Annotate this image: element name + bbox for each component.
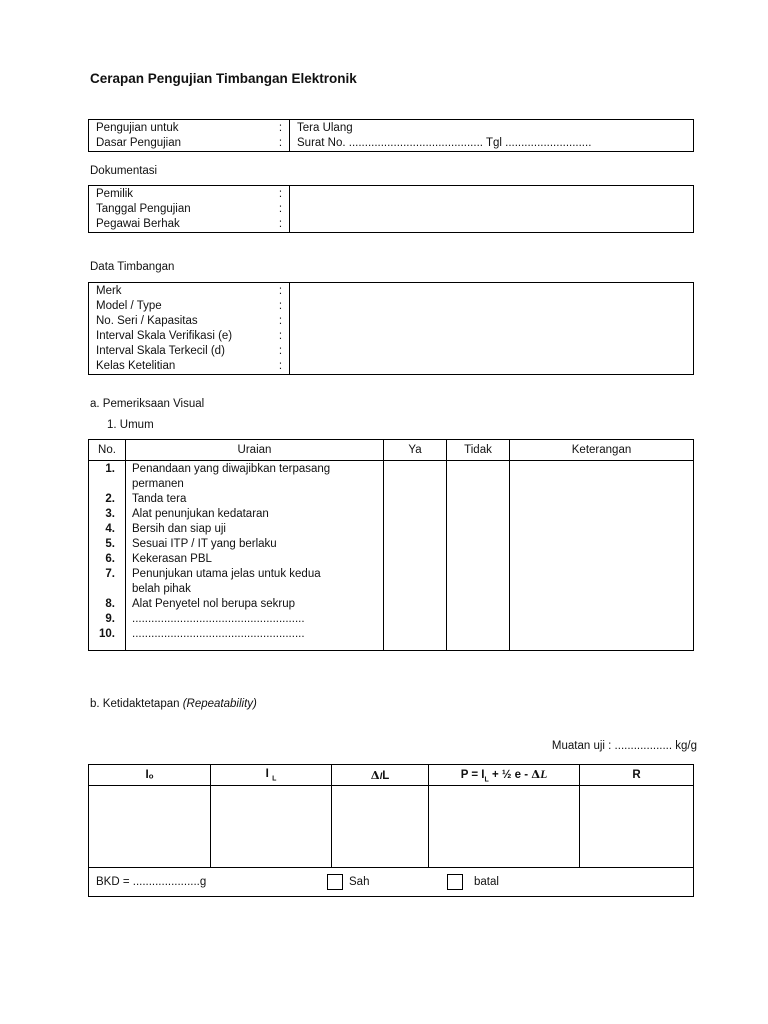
item-no [89,582,125,597]
ya-cell[interactable] [384,461,447,651]
col-ya: Ya [384,440,447,461]
dokumentasi-label-pemilik: Pemilik [96,188,134,200]
umum-subheading: 1. Umum [107,419,154,431]
dokumentasi-value-field[interactable] [290,186,694,233]
col-il-sub: L [272,775,277,783]
r-value-cell[interactable] [580,786,694,868]
p-delta: Δ [531,766,541,781]
col-uraian: Uraian [126,440,384,461]
p-value-cell[interactable] [429,786,580,868]
data-colon-2: : [278,300,283,312]
item-text: Tanda tera [132,493,187,505]
sah-label: Sah [349,876,370,888]
item-no: 2. [105,493,115,505]
col-keterangan: Keterangan [510,440,694,461]
item-text: ...................................................... [132,613,305,625]
item-no: 5. [105,538,115,550]
data-label-kelas: Kelas Ketelitian [96,360,176,372]
data-timbangan-value-field[interactable] [290,283,694,375]
col-tidak: Tidak [447,440,510,461]
item-no: 1. [105,463,115,475]
data-colon-3: : [278,315,283,327]
dokumentasi-colon-1: : [278,188,283,200]
col-il [211,765,332,786]
dokumentasi-colon-2: : [278,203,283,215]
bkd-label: BKD = .....................g [96,876,207,888]
data-colon-4: : [278,330,283,342]
col-io: Iₒ [89,765,211,786]
data-timbangan-heading: Data Timbangan [90,261,175,273]
item-no [89,477,125,492]
data-label-interval-terkecil: Interval Skala Terkecil (d) [96,345,225,357]
item-text: Penunjukan utama jelas untuk kedua [132,568,321,580]
header-box [88,119,694,152]
col-no: No. [89,440,126,461]
header-value-dasar: Surat No. .......................................... Tgl ........................... [297,137,592,149]
delta-i: I [379,771,383,781]
header-label-pengujian: Pengujian untuk [96,122,179,134]
item-text: Sesuai ITP / IT yang berlaku [132,538,277,550]
col-delta-l [332,765,429,786]
dokumentasi-heading: Dokumentasi [90,165,158,177]
item-no: 8. [105,598,115,610]
data-colon-6: : [278,360,283,372]
item-no: 6. [105,553,115,565]
item-text: Bersih dan siap uji [132,523,226,535]
dokumentasi-box [88,185,694,233]
item-no: 7. [105,568,115,580]
item-no: 10. [99,628,115,640]
item-text: Penandaan yang diwajibkan terpasang [132,463,331,475]
data-label-model: Model / Type [96,300,162,312]
io-value-cell[interactable] [89,786,211,868]
ketidaktetapan-heading [90,698,257,710]
data-timbangan-box [88,282,694,375]
uraian-cell [126,461,384,651]
p-sub: L [484,776,489,784]
data-colon-1: : [278,285,283,297]
delta-symbol: Δ [370,768,380,782]
pemeriksaan-heading: a. Pemeriksaan Visual [90,398,205,410]
tidak-cell[interactable] [447,461,510,651]
il-value-cell[interactable] [211,786,332,868]
ketidaktetapan-heading-text: b. Ketidaktetapan [90,698,183,710]
col-p [429,765,580,786]
batal-checkbox[interactable] [447,874,463,890]
pemeriksaan-table [88,439,694,651]
item-no: 9. [105,613,115,625]
dokumentasi-label-tanggal: Tanggal Pengujian [96,203,191,215]
item-text: permanen [132,478,184,490]
data-label-seri: No. Seri / Kapasitas [96,315,198,327]
item-text: Alat Penyetel nol berupa sekrup [132,598,296,610]
number-cell [89,461,126,651]
page-title: Cerapan Pengujian Timbangan Elektronik [90,71,357,86]
header-value-pengujian: Tera Ulang [297,122,353,134]
p-L: L [540,768,548,781]
keterangan-cell[interactable] [510,461,694,651]
item-text: Kekerasan PBL [132,553,212,565]
item-text: belah pihak [132,583,191,595]
item-text: ...................................................... [132,628,305,640]
p-rest: + ½ e - [488,768,532,781]
p-prefix: P = I [460,768,485,781]
item-no: 3. [105,508,115,520]
dl-value-cell[interactable] [332,786,429,868]
data-colon-5: : [278,345,283,357]
repeatability-table [88,764,694,897]
delta-l: L [382,770,390,782]
data-label-merk: Merk [96,285,122,297]
col-il-i: I [265,767,269,780]
dokumentasi-colon-3: : [278,218,283,230]
dokumentasi-label-pegawai: Pegawai Berhak [96,218,180,230]
header-label-dasar: Dasar Pengujian [96,137,182,149]
bkd-row [89,868,694,897]
header-colon-2: : [278,137,283,149]
repeatability-label: (Repeatability) [182,698,257,710]
muatan-uji: Muatan uji : .................. kg/g [551,740,697,752]
item-no: 4. [105,523,115,535]
data-label-interval-verifikasi: Interval Skala Verifikasi (e) [96,330,233,342]
sah-checkbox[interactable] [327,874,343,890]
item-text: Alat penunjukan kedataran [132,508,269,520]
batal-label: batal [474,876,499,888]
col-r: R [580,765,694,786]
header-colon-1: : [278,122,283,134]
